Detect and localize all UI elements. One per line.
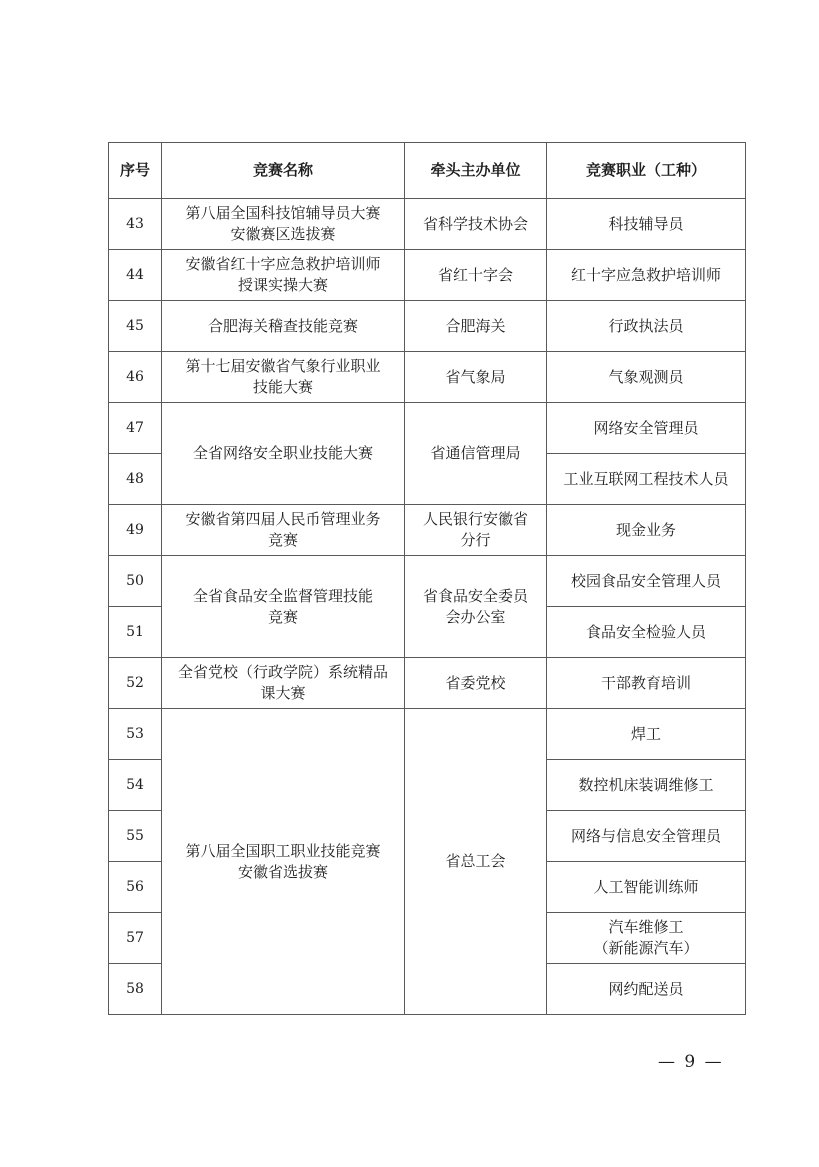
lead-organizer: 省委党校 (405, 658, 547, 709)
row-number: 56 (109, 862, 162, 913)
competition-table (108, 142, 746, 1015)
row-number: 54 (109, 760, 162, 811)
row-number: 48 (109, 454, 162, 505)
competition-name: 第十七届安徽省气象行业职业 技能大赛 (162, 352, 405, 403)
table-row (109, 352, 746, 403)
row-number: 55 (109, 811, 162, 862)
competition-occupation: 干部教育培训 (547, 658, 746, 709)
competition-occupation: 工业互联网工程技术人员 (547, 454, 746, 505)
competition-occupation: 数控机床装调维修工 (547, 760, 746, 811)
row-number: 50 (109, 556, 162, 607)
competition-occupation: 行政执法员 (547, 301, 746, 352)
header-competition-occupation: 竞赛职业（工种） (547, 143, 746, 199)
competition-occupation: 食品安全检验人员 (547, 607, 746, 658)
lead-organizer: 人民银行安徽省 分行 (405, 505, 547, 556)
competition-name: 全省食品安全监督管理技能 竞赛 (162, 556, 405, 658)
competition-occupation: 网络安全管理员 (547, 403, 746, 454)
row-number: 58 (109, 964, 162, 1015)
row-number: 45 (109, 301, 162, 352)
lead-organizer: 省总工会 (405, 709, 547, 1015)
row-number: 53 (109, 709, 162, 760)
row-number: 51 (109, 607, 162, 658)
competition-occupation: 科技辅导员 (547, 199, 746, 250)
table-row (109, 709, 746, 760)
row-number: 52 (109, 658, 162, 709)
table-row (109, 658, 746, 709)
competition-occupation: 汽车维修工 （新能源汽车） (547, 913, 746, 964)
competition-occupation: 网络与信息安全管理员 (547, 811, 746, 862)
competition-occupation: 校园食品安全管理人员 (547, 556, 746, 607)
table-row (109, 250, 746, 301)
row-number: 57 (109, 913, 162, 964)
lead-organizer: 合肥海关 (405, 301, 547, 352)
row-number: 43 (109, 199, 162, 250)
lead-organizer: 省科学技术协会 (405, 199, 547, 250)
competition-name: 合肥海关稽查技能竞赛 (162, 301, 405, 352)
header-competition-name: 竞赛名称 (162, 143, 405, 199)
table-row (109, 199, 746, 250)
competition-occupation: 网约配送员 (547, 964, 746, 1015)
competition-name: 第八届全国科技馆辅导员大赛 安徽赛区选拔赛 (162, 199, 405, 250)
competition-occupation: 气象观测员 (547, 352, 746, 403)
row-number: 49 (109, 505, 162, 556)
table-row (109, 556, 746, 607)
page-number: — 9 — (658, 1052, 724, 1072)
table-row (109, 403, 746, 454)
competition-name: 全省党校（行政学院）系统精品 课大赛 (162, 658, 405, 709)
table-row (109, 505, 746, 556)
lead-organizer: 省通信管理局 (405, 403, 547, 505)
competition-occupation: 焊工 (547, 709, 746, 760)
competition-occupation: 红十字应急救护培训师 (547, 250, 746, 301)
row-number: 47 (109, 403, 162, 454)
competition-occupation: 现金业务 (547, 505, 746, 556)
header-serial-number: 序号 (109, 143, 162, 199)
competition-name: 安徽省第四届人民币管理业务 竞赛 (162, 505, 405, 556)
lead-organizer: 省食品安全委员 会办公室 (405, 556, 547, 658)
competition-name: 全省网络安全职业技能大赛 (162, 403, 405, 505)
lead-organizer: 省红十字会 (405, 250, 547, 301)
header-lead-organizer: 牵头主办单位 (405, 143, 547, 199)
row-number: 46 (109, 352, 162, 403)
competition-occupation: 人工智能训练师 (547, 862, 746, 913)
table-header-row (109, 143, 746, 199)
competition-name: 安徽省红十字应急救护培训师 授课实操大赛 (162, 250, 405, 301)
lead-organizer: 省气象局 (405, 352, 547, 403)
competition-name: 第八届全国职工职业技能竞赛 安徽省选拔赛 (162, 709, 405, 1015)
table-row (109, 301, 746, 352)
row-number: 44 (109, 250, 162, 301)
